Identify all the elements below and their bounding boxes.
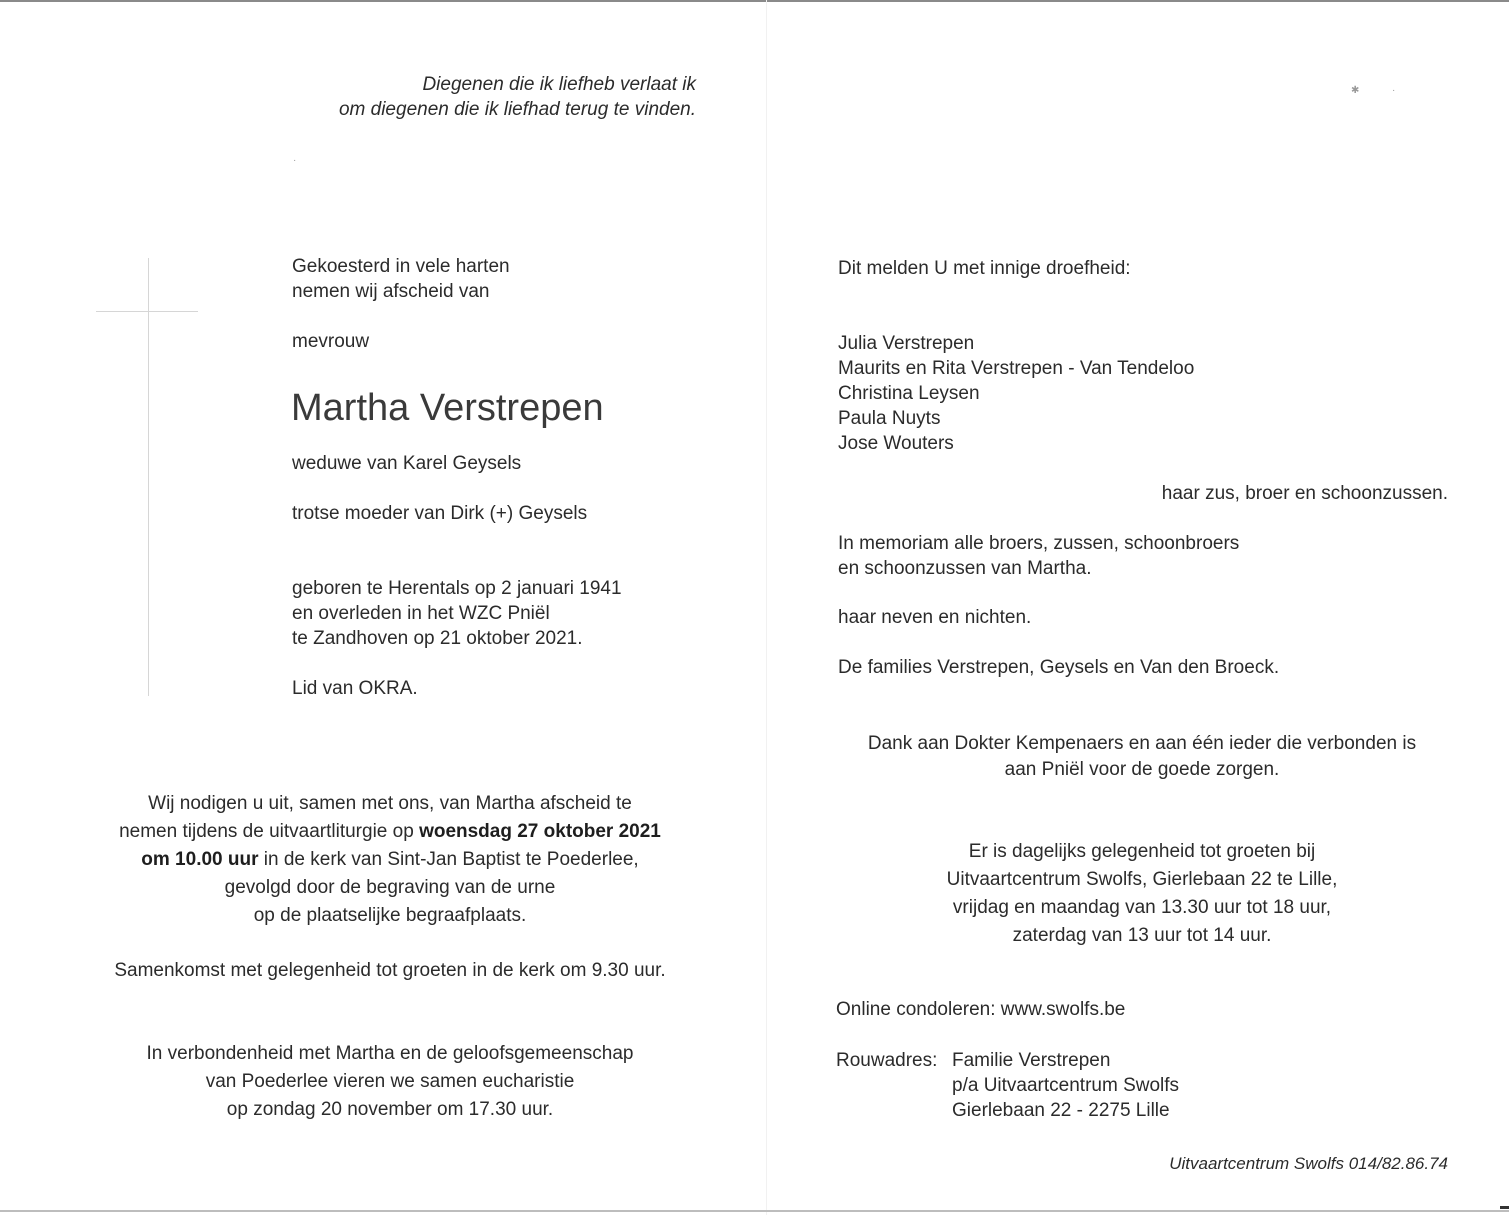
card-fold-line xyxy=(766,0,767,1215)
family-relation: haar zus, broer en schoonzussen. xyxy=(1161,483,1448,504)
page-bottom-border xyxy=(0,1210,1509,1212)
invitation-line: Wij nodigen u uit, samen met ons, van Martha afscheid te xyxy=(148,793,632,814)
families: De families Verstrepen, Geysels en Van den Broeck. xyxy=(838,657,1280,678)
address-line: Familie Verstrepen xyxy=(952,1050,1111,1071)
funeral-invitation xyxy=(60,790,720,930)
quote-line: om diegenen die ik liefhad terug te vinden. xyxy=(338,99,696,120)
widow-of: weduwe van Karel Geysels xyxy=(292,453,522,474)
thanks-note xyxy=(832,731,1452,783)
address-line: p/a Uitvaartcentrum Swolfs xyxy=(952,1075,1180,1096)
invitation-line xyxy=(60,818,720,846)
intro-text xyxy=(292,254,510,304)
memoriam-line: en schoonzussen van Martha. xyxy=(838,558,1092,579)
family-member: Christina Leysen xyxy=(838,383,980,404)
family-list xyxy=(838,331,1194,456)
eucharist-line: op zondag 20 november om 17.30 uur. xyxy=(226,1099,554,1120)
deceased-name: Martha Verstrepen xyxy=(291,387,604,429)
footer-credit: Uitvaartcentrum Swolfs 014/82.86.74 xyxy=(1169,1154,1448,1173)
visiting-line: Uitvaartcentrum Swolfs, Gierlebaan 22 te Lille, xyxy=(946,869,1338,890)
mourning-address xyxy=(952,1048,1179,1123)
memoriam-line: In memoriam alle broers, zussen, schoonbroers xyxy=(838,533,1240,554)
funeral-date: woensdag 27 oktober 2021 xyxy=(419,821,661,842)
address-line: Gierlebaan 22 - 2275 Lille xyxy=(952,1100,1170,1121)
opening-quote xyxy=(300,72,696,122)
membership: Lid van OKRA. xyxy=(292,678,418,699)
invitation-line xyxy=(60,846,720,874)
invitation-text: in de kerk van Sint-Jan Baptist te Poederlee, xyxy=(258,849,639,870)
scan-speck: · xyxy=(293,155,297,166)
memoriam xyxy=(838,531,1239,581)
invitation-line: gevolgd door de begraving van de urne xyxy=(224,877,556,898)
cross-icon-horizontal xyxy=(96,311,198,312)
eucharist-line: In verbondenheid met Martha en de geloofsgemeenschap xyxy=(146,1043,634,1064)
visiting-line: Er is dagelijks gelegenheid tot groeten bij xyxy=(968,841,1316,862)
life-line: geboren te Herentals op 2 januari 1941 xyxy=(292,578,622,599)
invitation-line: op de plaatselijke begraafplaats. xyxy=(253,905,527,926)
scan-mark xyxy=(1500,1206,1509,1209)
announcement: Dit melden U met innige droefheid: xyxy=(838,258,1131,279)
family-member: Julia Verstrepen xyxy=(838,333,975,354)
visiting-hours xyxy=(832,838,1452,950)
eucharist-line: van Poederlee vieren we samen eucharistie xyxy=(205,1071,575,1092)
life-line: en overleden in het WZC Pniël xyxy=(292,603,550,624)
family-member: Paula Nuyts xyxy=(838,408,941,429)
nephews-nieces: haar neven en nichten. xyxy=(838,607,1032,628)
visiting-line: zaterdag van 13 uur tot 14 uur. xyxy=(1012,925,1272,946)
gathering-note: Samenkomst met gelegenheid tot groeten in de kerk om 9.30 uur. xyxy=(114,960,666,981)
invitation-text: nemen tijdens de uitvaartliturgie op xyxy=(119,821,420,842)
family-member: Maurits en Rita Verstrepen - Van Tendeloo xyxy=(838,358,1195,379)
mother-of: trotse moeder van Dirk (+) Geysels xyxy=(292,503,588,524)
visiting-line: vrijdag en maandag van 13.30 uur tot 18 uur, xyxy=(952,897,1332,918)
thanks-line: Dank aan Dokter Kempenaers en aan één ieder die verbonden is xyxy=(867,733,1417,754)
funeral-time: om 10.00 uur xyxy=(141,849,259,870)
cross-icon-vertical xyxy=(148,258,149,696)
life-dates xyxy=(292,576,622,651)
quote-line: Diegenen die ik liefheb verlaat ik xyxy=(422,74,696,95)
title-prefix: mevrouw xyxy=(292,331,370,352)
life-line: te Zandhoven op 21 oktober 2021. xyxy=(292,628,583,649)
intro-line: nemen wij afscheid van xyxy=(292,281,490,302)
online-condolence: Online condoleren: www.swolfs.be xyxy=(836,999,1126,1020)
eucharist-note xyxy=(60,1040,720,1124)
family-member: Jose Wouters xyxy=(838,433,954,454)
scan-speck: · xyxy=(1392,85,1396,96)
intro-line: Gekoesterd in vele harten xyxy=(292,256,510,277)
scan-speck: ✱ xyxy=(1351,85,1360,96)
page-top-border xyxy=(0,0,1509,2)
address-label: Rouwadres: xyxy=(836,1050,938,1071)
thanks-line: aan Pniël voor de goede zorgen. xyxy=(1004,759,1280,780)
